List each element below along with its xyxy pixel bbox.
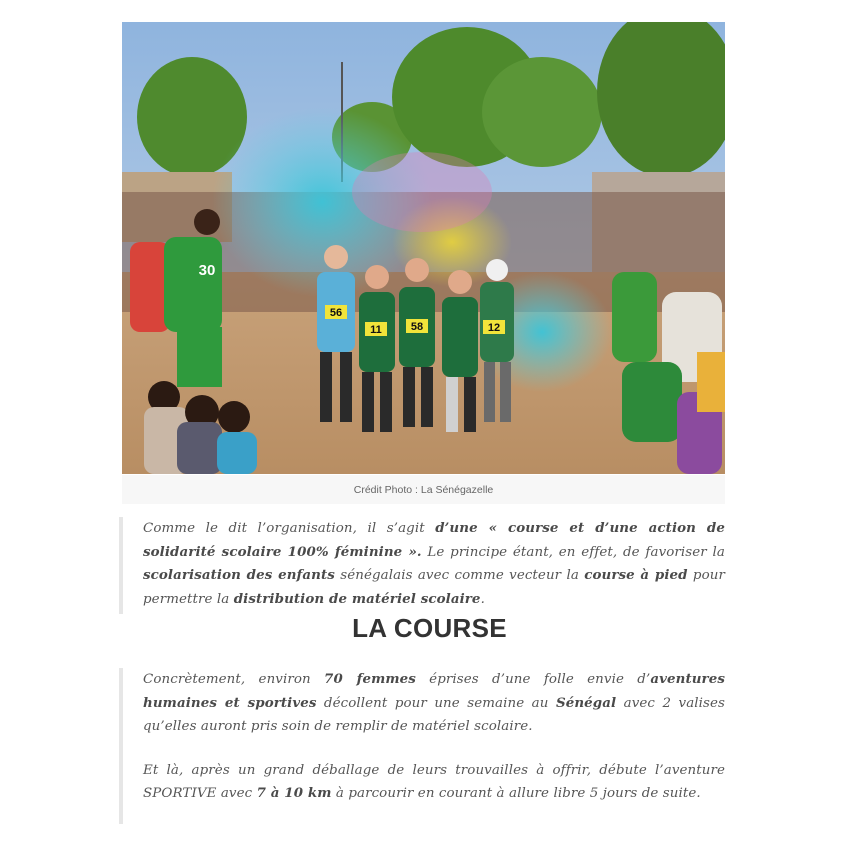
text-run: Comme le dit l’organisation, il s’agit: [143, 521, 436, 536]
text-run: avec 2 valises qu’elles auront pris soin de remplir de matériel scolaire.: [143, 695, 726, 734]
text-run: Le principe étant, en effet, de favoriser la: [421, 544, 725, 560]
text-run: décollent pour une semaine au: [316, 695, 556, 711]
bold-run: course à pied: [584, 567, 688, 583]
bold-run: scolarisation des enfants: [143, 567, 335, 583]
text-run: pour permettre la: [143, 568, 725, 607]
text-run: Et là, après un grand déballage de leurs trouvailles à offrir, débute l’aventure SPORTIVE avec: [143, 762, 725, 801]
course-blockquote: [119, 668, 725, 824]
color-run-photo: [122, 22, 725, 474]
bold-run: 70 femmes: [324, 671, 416, 687]
bold-run: 7 à 10 km: [256, 785, 332, 801]
photo-credit: [122, 475, 725, 504]
photo-credit-text: Crédit Photo : La Sénégazelle: [353, 483, 494, 496]
bold-run: distribution de matériel scolaire: [233, 590, 481, 607]
text-run: .: [480, 591, 485, 607]
intro-paragraph: [143, 517, 725, 611]
bold-run: aventures humaines et sportives: [143, 671, 725, 711]
course-paragraph-2: [143, 759, 725, 806]
bold-run: d’une « course et d’une action de solidarité scolaire 100% féminine ».: [143, 520, 725, 560]
intro-blockquote: [119, 517, 725, 614]
bib-11: 11: [370, 324, 382, 336]
text-run: éprises d’une folle envie d’: [415, 672, 651, 687]
bib-58: 58: [410, 321, 424, 333]
bib-56: 56: [329, 307, 343, 319]
bib-12: 12: [487, 322, 501, 334]
bold-run: Sénégal: [555, 694, 617, 711]
section-heading: LA COURSE: [352, 613, 507, 643]
jersey-number: 30: [198, 262, 216, 279]
course-paragraph-1: [143, 668, 725, 739]
text-run: Concrètement, environ: [143, 672, 325, 687]
text-run: sénégalais avec comme vecteur la: [334, 568, 585, 583]
photo-illustration: [122, 22, 725, 474]
text-run: à parcourir en courant à allure libre 5 jours de suite.: [331, 786, 701, 801]
